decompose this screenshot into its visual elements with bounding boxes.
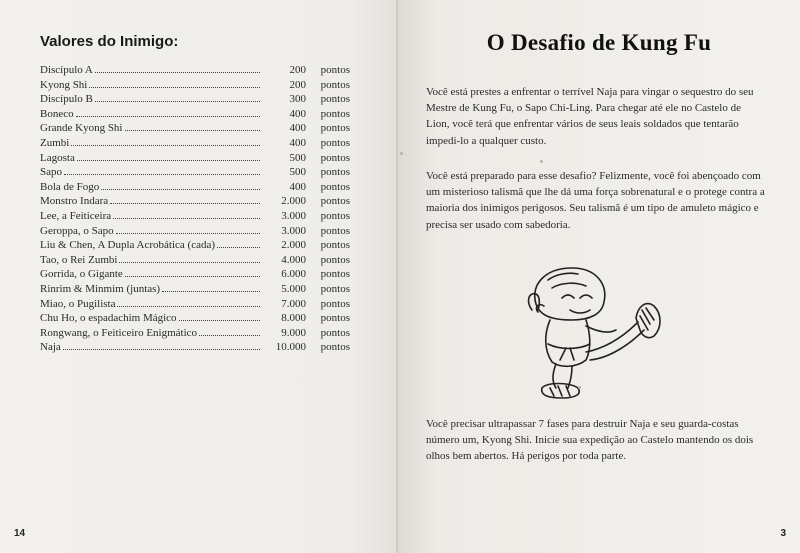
score-row [40,122,350,137]
points-unit: pontos [320,180,350,193]
points-unit: pontos [320,209,350,222]
score-row [40,195,350,210]
paper-speck [540,160,543,163]
points-unit: pontos [320,93,350,106]
dot-leader [116,232,260,234]
dot-leader [113,217,260,219]
enemy-score-list [40,64,350,356]
enemy-name: Kyong Shi [40,78,88,91]
points-unit: pontos [320,195,350,208]
enemy-name: Monstro Indara [40,195,109,208]
enemy-points: 5.000 [281,282,306,295]
kung-fu-hero-kick-illustration [516,262,676,402]
enemy-name: Tao, o Rei Zumbi [40,253,118,266]
enemy-name: Chu Ho, o espadachim Mágico [40,312,177,325]
score-row [40,166,350,181]
points-unit: pontos [320,136,350,149]
points-unit: pontos [320,78,350,91]
enemy-points: 3.000 [281,209,306,222]
dot-leader [95,71,260,73]
talisman-paragraph: Você está preparado para esse desafio? Felizmente, você foi abençoado com um misterioso talismã que lhe dá uma força sobrenatural e o protege contra a maioria dos inimigos perigosos. Seu talismã é um tipo de amuleto mágico e precisa ser usado com sabedoria. [426,170,765,231]
score-row [40,298,350,313]
enemy-points: 2.000 [281,239,306,252]
enemy-points: 500 [289,166,306,179]
enemy-points: 400 [289,107,306,120]
enemy-values-heading: Valores do Inimigo: [40,33,179,50]
page-number-left: 14 [14,528,26,539]
dot-leader [71,144,260,146]
page-number-right: 3 [780,528,786,539]
enemy-name: Gorrida, o Gigante [40,268,123,281]
enemy-name: Bola de Fogo [40,180,100,193]
phases-paragraph: Você precisar ultrapassar 7 fases para destruir Naja e seu guarda-costas número um, Kyong Shi. Inicie sua expedição ao Castelo mantendo os dois olhos bem abertos. Há perigos por toda parte. [426,418,754,463]
score-row [40,181,350,196]
score-row [40,137,350,152]
points-unit: pontos [320,326,350,339]
enemy-points: 3.000 [281,224,306,237]
points-unit: pontos [320,64,350,76]
enemy-points: 200 [289,78,306,91]
points-unit: pontos [320,239,350,252]
points-unit: pontos [320,122,350,135]
score-row [40,254,350,269]
score-row [40,225,350,240]
enemy-points: 8.000 [281,312,306,325]
points-unit: pontos [320,297,350,310]
dot-leader [119,261,260,263]
enemy-points: 400 [289,122,306,135]
enemy-points: 6.000 [281,268,306,281]
enemy-name: Naja [40,341,61,354]
score-row [40,239,350,254]
score-row [40,283,350,298]
dot-leader [199,334,260,336]
dot-leader [110,202,260,204]
enemy-name: Zumbi [40,136,70,149]
dot-leader [125,129,261,131]
enemy-points: 400 [289,136,306,149]
score-row [40,93,350,108]
score-row [40,210,350,225]
enemy-points: 4.000 [281,253,306,266]
enemy-points: 2.000 [281,195,306,208]
score-row [40,64,350,79]
intro-paragraph: Você está prestes a enfrentar o terrível Naja para vingar o sequestro do seu Mestre de Kung Fu, o Sapo Chi-Ling. Para chegar até ele no Castelo de Lion, você terá que enfrentar vários de seus leais soldados que tentarão impedi-lo a qualquer custo. [426,86,754,147]
enemy-name: Rinrim & Minmim (juntas) [40,282,161,295]
enemy-name: Rongwang, o Feiticeiro Enigmático [40,326,198,339]
paper-speck [578,386,581,389]
dot-leader [162,290,260,292]
page-title: O Desafio de Kung Fu [486,30,712,55]
dot-leader [179,319,260,321]
enemy-name: Sapo [40,166,62,179]
left-page [0,0,398,553]
enemy-name: Lee, a Feiticeira [40,209,112,222]
enemy-points: 9.000 [281,326,306,339]
enemy-name: Boneco [40,107,74,120]
paper-speck [400,152,403,155]
points-unit: pontos [320,166,350,179]
enemy-name: Miao, o Pugilista [40,297,116,310]
dot-leader [95,100,260,102]
score-row [40,268,350,283]
dot-leader [77,159,260,161]
dot-leader [76,115,260,117]
dot-leader [217,246,260,248]
dot-leader [125,275,260,277]
enemy-points: 7.000 [281,297,306,310]
enemy-name: Discípulo B [40,93,93,106]
right-page [398,0,800,553]
enemy-name: Liu & Chen, A Dupla Acrobática (cada) [40,239,216,252]
points-unit: pontos [320,268,350,281]
score-row [40,152,350,167]
dot-leader [89,86,260,88]
enemy-name: Discípulo A [40,64,93,76]
points-unit: pontos [320,312,350,325]
score-row [40,79,350,94]
enemy-points: 400 [289,180,306,193]
dot-leader [101,188,260,190]
enemy-name: Lagosta [40,151,75,164]
dot-leader [64,173,260,175]
enemy-name: Grande Kyong Shi [40,122,123,135]
points-unit: pontos [320,341,350,354]
points-unit: pontos [320,253,350,266]
enemy-points: 300 [289,93,306,106]
points-unit: pontos [320,107,350,120]
enemy-points: 10.000 [275,341,306,354]
points-unit: pontos [320,224,350,237]
score-row [40,108,350,123]
score-row [40,327,350,342]
enemy-name: Geroppa, o Sapo [40,224,114,237]
points-unit: pontos [320,282,350,295]
enemy-points: 200 [289,64,306,76]
dot-leader [63,348,260,350]
score-row [40,312,350,327]
dot-leader [117,305,260,307]
score-row [40,341,350,356]
points-unit: pontos [320,151,350,164]
enemy-points: 500 [289,151,306,164]
